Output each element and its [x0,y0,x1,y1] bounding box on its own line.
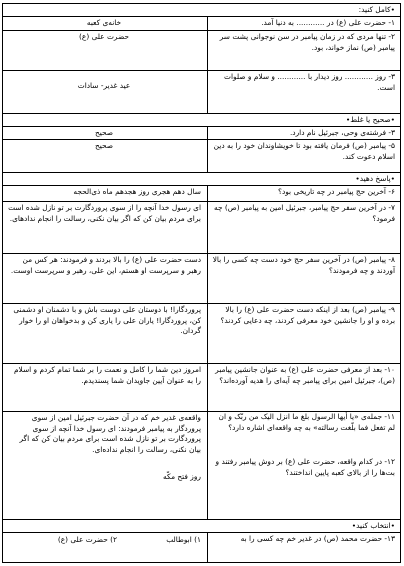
question-row-11-12 [3,412,400,520]
question-text: ۵- پیامبر (ص) فرمان یافته بود تا خویشاوندان خود را به دین اسلام دعوت کند. [213,141,395,161]
question-row-6 [3,186,400,202]
answer-cell [3,412,208,519]
question-row-13 [3,533,400,562]
worksheet [2,3,401,563]
question-row-7 [3,202,400,254]
section-header-descriptive [3,173,400,186]
question-text: ۱- حضرت علی (ع) در ............ به دنیا آمد. [261,18,395,27]
section-header-multiple-choice [3,520,400,533]
answer-text: امروز دین شما را کامل و نعمت را بر شما تمام کردم و اسلام را به عنوان آیین جاویدان شما پسندیدم. [3,364,208,411]
answer-text: صحیح [3,127,208,139]
section-title: •انتخاب کنید• [351,521,395,530]
question-text: ۳- روز ............ روز دیدار با ............ و سلام و صلوات است. [224,72,395,92]
question-row-3 [3,71,400,114]
answer-text-11: واقعه‌ی غدیر خم که در آن حضرت جبرئیل امین از سوی پروردگار به پیامبر فرمودند: ای رسول خدا آنچه از سوی پروردگارت بر تو نازل شده است برای مردم بیان کن که اگر بیان نکنی، رسالت را انجام نداده‌ای. [19,413,201,455]
section-title: •کامل کنید: [358,5,395,14]
answer-text: دست حضرت علی (ع) را بالا بردند و فرمودند: هر کس من رهبر و سرپرست او هستم، این علی، رهبر و سرپرست اوست. [3,254,208,303]
answer-text: سال دهم هجری روز هجدهم ماه ذی‌الحجه [3,186,208,201]
question-row-4 [3,127,400,140]
question-row-2 [3,31,400,71]
question-text: ۱۳- حضرت محمد (ص) در غدیر خم چه کسی را به [240,534,395,543]
question-text: ۹- پیامبر (ص) بعد از اینکه دست حضرت علی (ع) را بالا برده و او را جانشین خود معرفی کردند، چه دعایی کردند؟ [220,305,395,325]
answer-text: عید غدیر- سادات [3,71,208,113]
question-text: ۸- پیامبر (ص) در آخرین سفر حج خود دست چه کسی را بالا آوردند و چه فرمودند؟ [212,255,395,275]
options-cell [3,533,208,562]
question-text: ۷- در آخرین سفر حج پیامبر، جبرئیل امین به پیامبر (ص) چه فرمود؟ [214,203,395,223]
spacer [210,433,395,457]
question-text-12: ۱۲- در کدام واقعه، حضرت علی (ع) بر دوش پیامبر رفتند و بت‌ها را از بالای کعبه پایین انداختند؟ [215,457,395,478]
section-title: •صحیح یا غلط• [345,115,395,124]
question-cell [206,412,400,519]
question-text: ۱۰- بعد از معرفی حضرت علی (ع) به عنوان جانشین پیامبر (ص)، جبرئیل امین برای پیامبر چه آیه‌ای را هدیه آورده‌اند؟ [215,365,395,385]
answer-text: حضرت علی (ع) [3,31,208,70]
answer-text: ای رسول خدا آنچه را از سوی پروردگارت بر تو نازل شده است برای مردم بیان کن که اگر بیان نکنی، رسالت را انجام ندادهای. [3,202,208,253]
question-text: ۳- فرشته‌ی وحی، جبرئیل نام دارد. [289,128,395,137]
question-row-9 [3,304,400,364]
answer-text-12: روز فتح مکّه [163,471,201,481]
section-header-true-false [3,114,400,127]
answer-text: خانه‌ی کعبه [3,17,208,30]
question-row-10 [3,364,400,412]
question-text: ۲- تنها مردی که در زمان پیامبر در سن نوجوانی پشت سر پیامبر (ص) نماز خواند، بود. [219,32,395,52]
section-title: •پاسخ دهید• [355,174,395,183]
answer-text: صحیح [3,140,208,172]
option-1[interactable]: ۱) ابوطالب [166,535,201,544]
answer-text: پروردگارا! با دوستان علی دوست باش و با دشمنان او دشمنی کن، پروردگارا! یاران علی را یاری کن و بدخواهان او را خوار گردان. [3,304,208,363]
question-row-1 [3,17,400,31]
question-row-5 [3,140,400,173]
question-text-11: ۱۱- جمله‌ی «یا أیها الرسول بلغ ما انزل الیک من ربّک و ان لم تفعل فما بلّغت رسالته» به چه واقعه‌ای اشاره دارد؟ [218,412,395,432]
section-header-fill-blanks [3,4,400,17]
question-row-8 [3,254,400,304]
question-text: ۶- آخرین حج پیامبر در چه تاریخی بود؟ [278,187,395,196]
option-2[interactable]: ۲) حضرت علی (ع) [57,535,117,544]
